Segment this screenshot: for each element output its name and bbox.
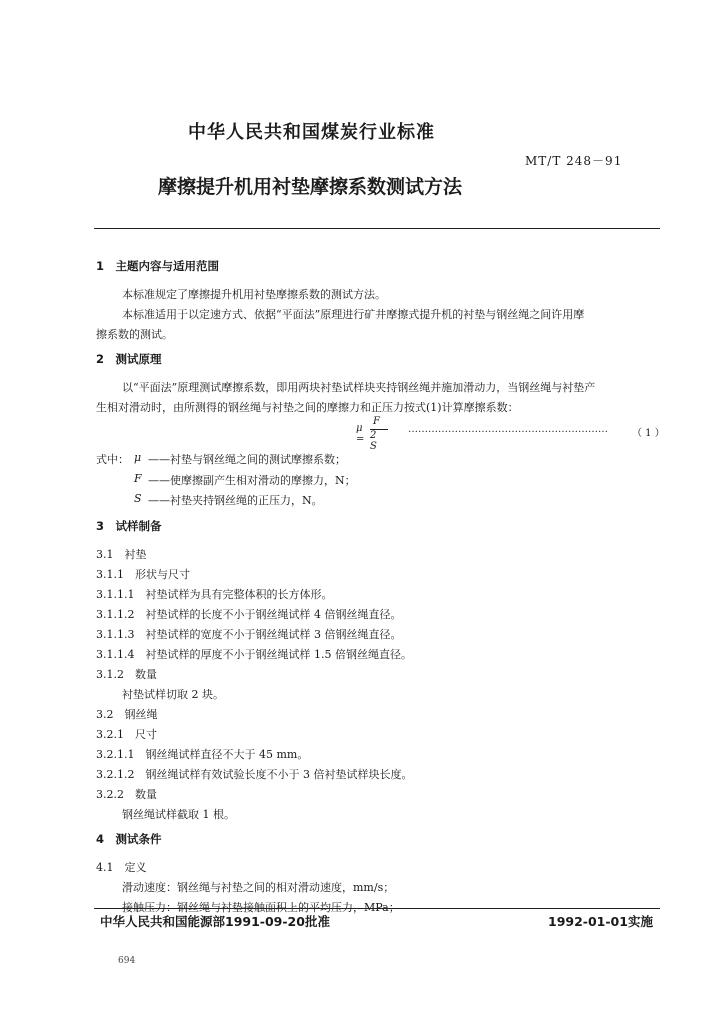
footer-rule [94, 908, 660, 909]
effective-date: 1992-01-01实施 [548, 914, 653, 929]
clause: 3.2.2 数量 [96, 788, 157, 801]
formula-leader: …………………………………………………… [408, 424, 608, 435]
section-4-heading: 4 测试条件 [96, 832, 162, 846]
formula-lhs: μ = [356, 423, 365, 445]
definition-line: 接触压力：钢丝绳与衬垫接触面积上的平均压力，MPa； [122, 901, 400, 914]
section-2-paragraph-line-2: 生相对滑动时，由所测得的钢丝绳与衬垫之间的摩擦力和正压力按式(1)计算摩擦系数： [96, 401, 519, 414]
clause: 3.1.1 形状与尺寸 [96, 568, 190, 581]
header-rule [94, 228, 660, 229]
var-symbol: F [134, 472, 142, 485]
formula-numerator: F [373, 416, 380, 427]
formula-denominator: 2 S [370, 430, 377, 452]
clause: 3.1.1.2 衬垫试样的长度不小于钢丝绳试样 4 倍钢丝绳直径。 [96, 608, 402, 621]
clause: 3.1.1.1 衬垫试样为具有完整体积的长方体形。 [96, 588, 333, 601]
section-1-paragraph-2-line-1: 本标准适用于以定速方式、依据“平面法”原理进行矿井摩擦式提升机的衬垫与钢丝绳之间许用摩 [122, 308, 585, 321]
clause: 3.2.1.1 钢丝绳试样直径不大于 45 mm。 [96, 748, 309, 761]
standard-title: 中华人民共和国煤炭行业标准 [188, 122, 435, 143]
clause: 3.1 衬垫 [96, 548, 147, 561]
definition-line: 滑动速度：钢丝绳与衬垫之间的相对滑动速度，mm/s； [122, 881, 395, 894]
section-2-heading: 2 测试原理 [96, 352, 162, 366]
standard-code: MT/T 248－91 [525, 154, 623, 168]
var-symbol: S [134, 492, 142, 505]
clause: 3.1.2 数量 [96, 668, 157, 681]
clause: 3.2 钢丝绳 [96, 708, 158, 721]
approval-note: 中华人民共和国能源部1991-09-20批准 [100, 914, 330, 929]
var-description: ——衬垫夹持钢丝绳的正压力，N。 [148, 494, 323, 507]
clause: 4.1 定义 [96, 861, 147, 874]
var-description: ——使摩擦副产生相对滑动的摩擦力，N； [148, 474, 356, 487]
section-1-paragraph-1: 本标准规定了摩擦提升机用衬垫摩擦系数的测试方法。 [122, 288, 386, 301]
formula-number: （ 1 ） [632, 428, 665, 439]
clause: 3.1.1.3 衬垫试样的宽度不小于钢丝绳试样 3 倍钢丝绳直径。 [96, 628, 402, 641]
document-title: 摩擦提升机用衬垫摩擦系数测试方法 [158, 176, 463, 198]
section-1-heading: 1 主题内容与适用范围 [96, 259, 220, 273]
clause: 3.2.1 尺寸 [96, 728, 157, 741]
clause: 钢丝绳试样截取 1 根。 [122, 808, 235, 821]
section-3-heading: 3 试样制备 [96, 519, 162, 533]
var-symbol: μ [134, 451, 142, 464]
clause: 衬垫试样切取 2 块。 [122, 688, 224, 701]
section-2-paragraph-line-1: 以“平面法”原理测试摩擦系数，即用两块衬垫试样块夹持钢丝绳并施加滑动力，当钢丝绳与衬垫产 [122, 381, 596, 394]
clause: 3.2.1.2 钢丝绳试样有效试验长度不小于 3 倍衬垫试样块长度。 [96, 768, 413, 781]
section-1-paragraph-2-line-2: 擦系数的测试。 [96, 328, 173, 341]
where-label: 式中： [96, 453, 129, 466]
page-number: 694 [118, 956, 136, 966]
var-description: ——衬垫与钢丝绳之间的测试摩擦系数； [148, 453, 346, 466]
clause: 3.1.1.4 衬垫试样的厚度不小于钢丝绳试样 1.5 倍钢丝绳直径。 [96, 648, 412, 661]
